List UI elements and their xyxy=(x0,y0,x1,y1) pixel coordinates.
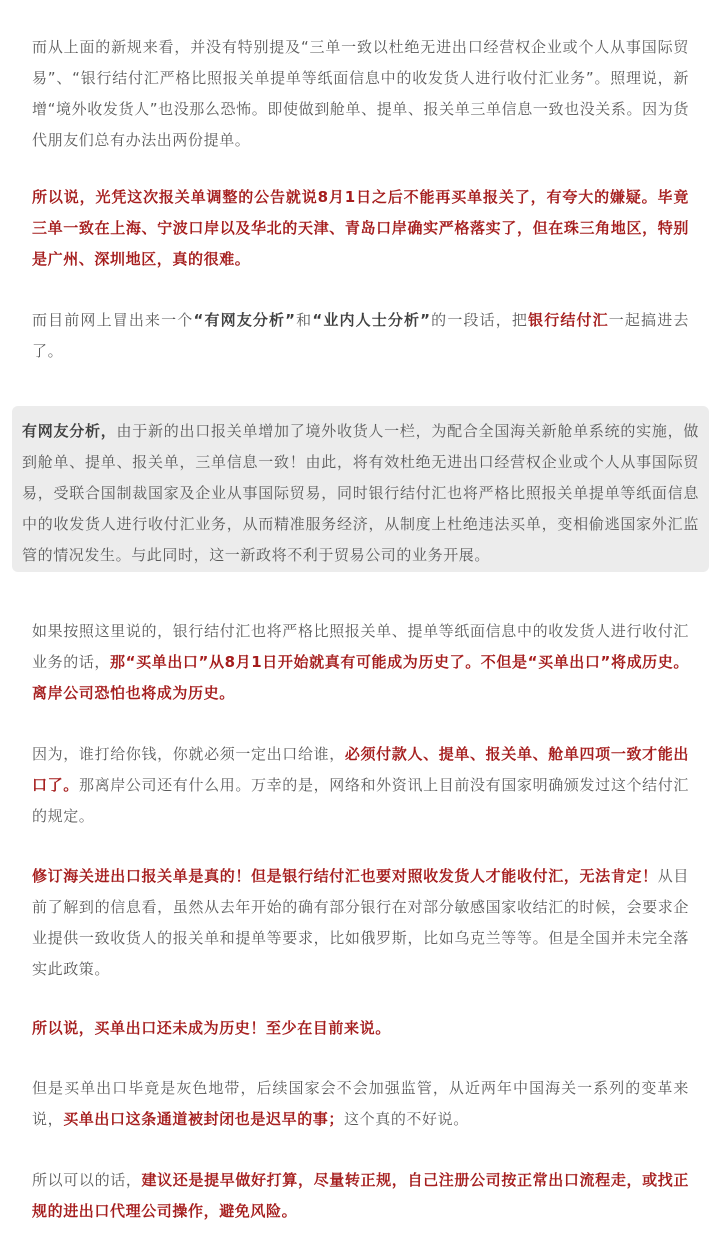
p3-bold-d: “业内人士分析” xyxy=(312,311,431,329)
p6-red-b: 但是银行结付汇也要对照收发货人才能收付汇，无法肯定！ xyxy=(251,867,658,885)
quote-body: 由于新的出口报关单增加了境外收货人一栏，为配合全国海关新舱单系统的实施，做到舱单、提单、报关单，三单信息一致！由此，将有效杜绝无进出口经营权企业或个人从事国际贸易，受联合国制裁国家及企业从事国际贸易，同时银行结付汇也将严格比照报关单提单等纸面信息中的收发货人进行收付汇业务，从而精准服务经济，从制度上杜绝违法买单，变相偷逃国家外汇监管的情况发生。与此同时，这一新政将不利于贸易公司的业务开展。 xyxy=(22,422,699,564)
p8-text-c: 这个真的不好说。 xyxy=(344,1110,469,1128)
paragraph-2: 所以说，光凭这次报关单调整的公告就说8月1日之后不能再买单报关了，有夸大的嫌疑。毕竟三单一致在上海、宁波口岸以及华北的天津、青岛口岸确实严格落实了，但在珠三角地区，特别是广州、深圳地区，真的很难。 xyxy=(32,188,689,268)
p9-text-a: 所以可以的话， xyxy=(32,1171,142,1189)
p3-text-a: 而目前网上冒出来一个 xyxy=(32,311,194,329)
paragraph-4 xyxy=(32,616,689,709)
paragraph-9 xyxy=(32,1165,689,1227)
paragraph-8 xyxy=(32,1073,689,1135)
paragraph-1: 而从上面的新规来看，并没有特别提及“三单一致以杜绝无进出口经营权企业或个人从事国际贸易”、“银行结付汇严格比照报关单提单等纸面信息中的收发货人进行收付汇业务”。照理说，新增“境外收发货人”也没那么恐怖。即使做到舱单、提单、报关单三单信息一致也没关系。因为货代朋友们总有办法出两份提单。 xyxy=(32,38,689,149)
p3-red-f: 银行结付汇 xyxy=(528,311,609,329)
quote-paragraph xyxy=(22,416,699,571)
p3-bold-b: “有网友分析” xyxy=(193,311,296,329)
p5-text-c: 那离岸公司还有什么用。万幸的是，网络和外资讯上目前没有国家明确颁发过这个结付汇的规定。 xyxy=(32,776,689,825)
paragraph-5 xyxy=(32,739,689,832)
p8-text-a: 但是买单出口毕竟是灰色地带，后续国家会不会加强监管，从近两年中国海关一系列的变革来说， xyxy=(32,1079,689,1128)
p4-red-b: 那“买单出口”从8月1日开始就真有可能成为历史了。不但是“买单出口”将成历史。离岸公司恐怕也将成为历史。 xyxy=(32,653,689,702)
quote-block xyxy=(12,406,709,572)
quote-lead: 有网友分析， xyxy=(22,422,117,440)
p4-text-a: 如果按照这里说的，银行结付汇也将严格比照报关单、提单等纸面信息中的收发货人进行收付汇业务的话， xyxy=(32,622,689,671)
p3-text-e: 的一段话，把 xyxy=(430,311,529,329)
p5-text-a: 因为，谁打给你钱，你就必须一定出口给谁， xyxy=(32,745,345,763)
p8-red-b: 买单出口这条通道被封闭也是迟早的事； xyxy=(63,1110,345,1128)
paragraph-3 xyxy=(32,305,689,367)
p6-text-c: 从目前了解到的信息看，虽然从去年开始的确有部分银行在对部分敏感国家收结汇的时候，会要求企业提供一致收货人的报关单和提单等要求，比如俄罗斯，比如乌克兰等等。但是全国并未完全落实此政策。 xyxy=(32,867,689,978)
paragraph-6 xyxy=(32,861,689,985)
p3-text-g: 一起搞进去了。 xyxy=(32,311,689,360)
p6-red-a: 修订海关进出口报关单是真的！ xyxy=(32,867,252,885)
p3-text-c: 和 xyxy=(295,311,313,329)
p5-red-b: 必须付款人、提单、报关单、舱单四项一致才能出口了。 xyxy=(32,745,689,794)
p9-red-b: 建议还是提早做好打算，尽量转正规，自己注册公司按正常出口流程走，或找正规的进出口代理公司操作，避免风险。 xyxy=(32,1171,689,1220)
paragraph-7: 所以说，买单出口还未成为历史！至少在目前来说。 xyxy=(32,1019,391,1037)
